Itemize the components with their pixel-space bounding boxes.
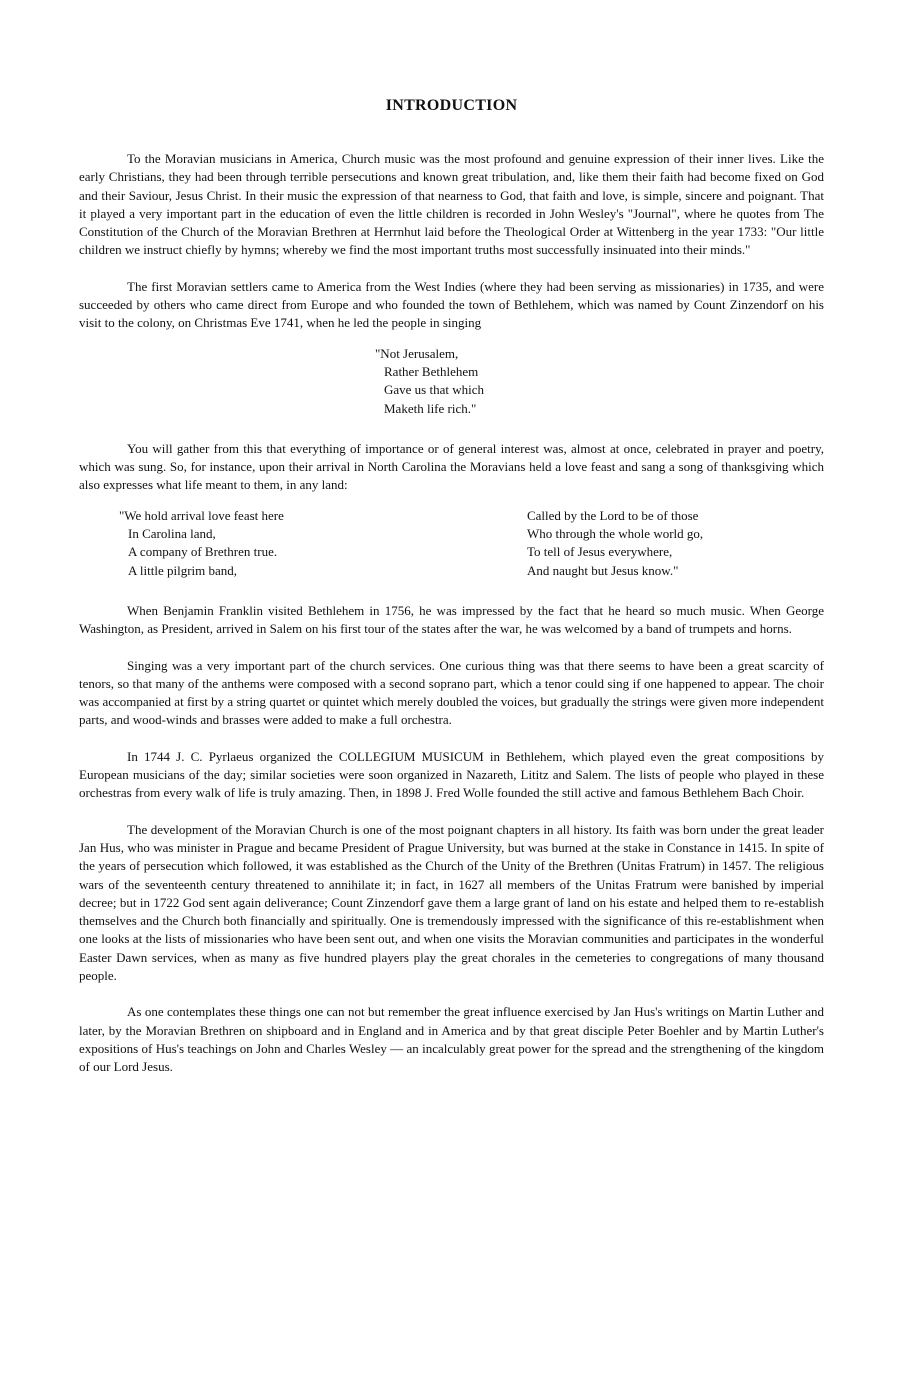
paragraph-3: You will gather from this that everything of importance or of general interest was, almost at once, celebrated in prayer and poetry, which was sung. So, for instance, upon their arrival in North Carolina the Moravians held a love feast and sang a song of thanksgiving which also expresses what life meant to them, in any land: xyxy=(79,440,824,493)
verse-christmas xyxy=(375,345,824,418)
verse-line: To tell of Jesus everywhere, xyxy=(526,544,673,560)
paragraph-7: The development of the Moravian Church is one of the most poignant chapters in all history. Its faith was born under the great leader Jan Hus, who was minister in Prague and became President of Prague University, but was burned at the stake in Constance in 1415. In spite of the years of persecution which followed, it was established as the Church of the Unity of the Brethren (Unitas Fratrum) in 1457. The religious wars of the seventeenth century threatened to annihilate it; in fact, in 1627 all members of the Unitas Fratrum were banished by imperial decree; but in 1722 God sent again deliverance; Count Zinzendorf gave them a large grant of land on his estate and helped them to re-establish themselves and the Church both financially and spiritually. One is tremendously impressed with the significance of this re-establishment when one looks at the lists of missionaries who have been sent out, and when one visits the Moravian communities and participates in the wonderful Easter Dawn services, when as many as five hundred players play the great chorales in the cemeteries to congregations of many thousand people. xyxy=(79,821,824,983)
verse-line: A company of Brethren true. xyxy=(128,544,278,560)
verse-line: "We hold arrival love feast here xyxy=(119,507,284,523)
paragraph-6: In 1744 J. C. Pyrlaeus organized the COLLEGIUM MUSICUM in Bethlehem, which played even the great compositions by European musicians of the day; similar societies were soon organized in Nazareth, Lititz and Salem. The lists of people who played in these orchestras from every walk of life is truly amazing. Then, in 1898 J. Fred Wolle founded the still active and famous Bethlehem Bach Choir. xyxy=(79,748,824,801)
verse-line: In Carolina land, xyxy=(128,526,216,542)
verse-line: Rather Bethlehem xyxy=(384,363,479,379)
verse-line: A little pilgrim band, xyxy=(128,562,238,578)
paragraph-4: When Benjamin Franklin visited Bethlehem in 1756, he was impressed by the fact that he heard so much music. When George Washington, as President, arrived in Salem on his first tour of the states after the war, he was welcomed by a band of trumpets and horns. xyxy=(79,602,824,637)
paragraph-8: As one contemplates these things one can not but remember the great influence exercised by Jan Hus's writings on Martin Luther and later, by the Moravian Brethren on shipboard and in England and in America and by that great disciple Peter Boehler and by Martin Luther's expositions of Hus's teachings on John and Charles Wesley — an incalculably great power for the spread and the strengthening of the kingdom of our Lord Jesus. xyxy=(79,1004,824,1075)
page-title: INTRODUCTION xyxy=(385,97,518,114)
document-page xyxy=(79,96,824,1094)
verse-column-right xyxy=(527,507,824,580)
verse-carolina xyxy=(119,507,824,580)
verse-column-left xyxy=(119,507,527,580)
verse-line: Gave us that which xyxy=(384,382,485,398)
paragraph-1: To the Moravian musicians in America, Church music was the most profound and genuine expression of their inner lives. Like the early Christians, they had been through terrible persecutions and known great tribulation, and, like them their faith had become fixed on God and their Saviour, Jesus Christ. In their music the expression of that nearness to God, that faith and love, is simple, sincere and poignant. That it played a very important part in the education of even the little children is recorded in John Wesley's "Journal", where he quotes from The Constitution of the Church of the Moravian Brethren at Herrnhut laid before the Theological Order at Wittenberg in the year 1733: "Our little children we instruct chiefly by hymns; whereby we find the most important truths most successfully insinuated into their minds." xyxy=(79,151,824,258)
verse-line: "Not Jerusalem, xyxy=(375,345,459,361)
paragraph-5: Singing was a very important part of the church services. One curious thing was that there seems to have been a great scarcity of tenors, so that many of the anthems were composed with a second soprano part, which a tenor could sing if one happened to appear. The choir was accompanied at first by a string quartet or quintet which merely doubled the voices, but gradually the strings were given more independent parts, and wood-winds and brasses were added to make a full orchestra. xyxy=(79,657,824,728)
verse-line: Called by the Lord to be of those xyxy=(526,507,699,523)
verse-line: Who through the whole world go, xyxy=(526,526,704,542)
verse-line: And naught but Jesus know." xyxy=(526,562,679,578)
verse-line: Maketh life rich." xyxy=(384,400,477,416)
paragraph-2: The first Moravian settlers came to America from the West Indies (where they had been serving as missionaries) in 1735, and were succeeded by others who came direct from Europe and who founded the town of Bethlehem, which was named by Count Zinzendorf on his visit to the colony, on Christmas Eve 1741, when he led the people in singing xyxy=(79,278,824,331)
